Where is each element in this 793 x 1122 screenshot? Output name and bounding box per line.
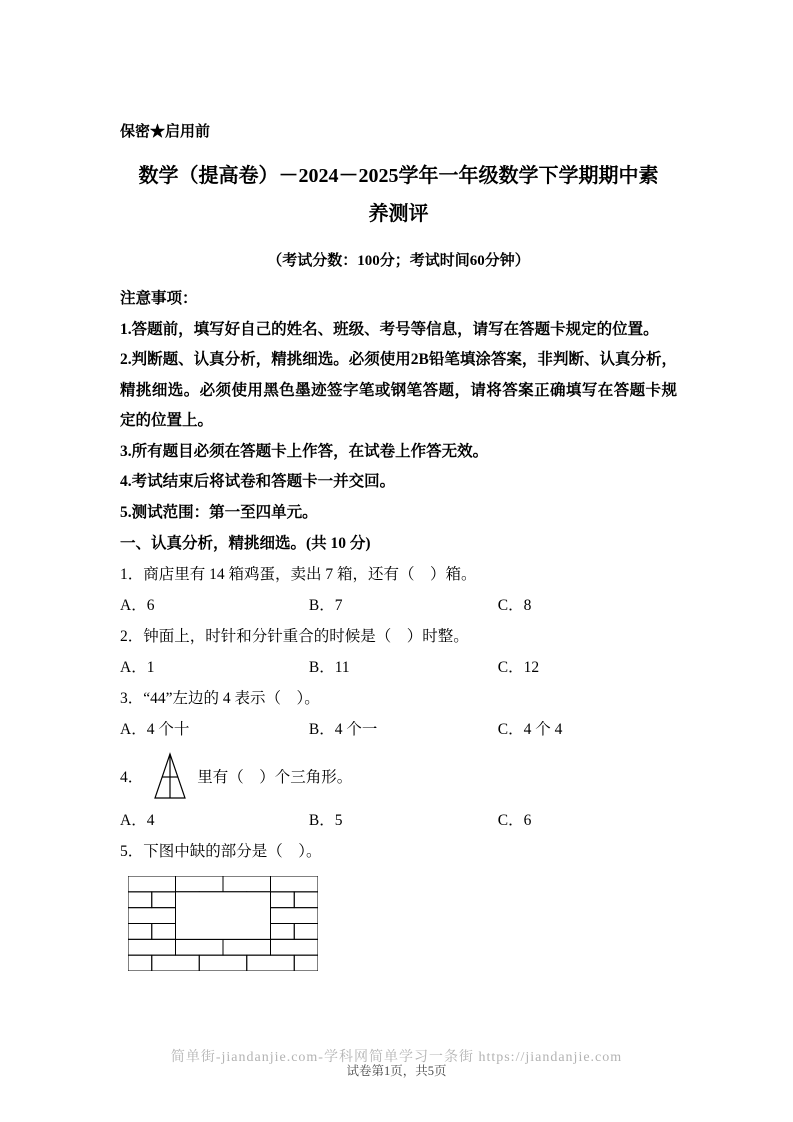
question-2-option-c: C．12: [497, 659, 540, 676]
question-2-options: [120, 652, 677, 683]
question-4-text: 里有（ ）个三角形。: [197, 769, 353, 786]
paper-title-line2: 养测评: [368, 203, 429, 225]
triangle-figure-svg: [151, 751, 189, 801]
section-1-heading: 一、认真分析，精挑细选。(共 10 分): [120, 535, 371, 552]
page-content: [120, 120, 677, 976]
notice-item-5: 5.测试范围：第一至四单元。: [120, 503, 318, 521]
notice-item-2: 2.判断题、认真分析，精挑细选。必须使用2B铅笔填涂答案，非判断、认真分析，精挑细选。必须使用黑色墨迹签字笔或钢笔答题，请将答案正确填写在答题卡规定的位置上。: [120, 351, 677, 429]
paper-title-line1: 数学（提高卷）－2024－2025学年一年级数学下学期期中素: [138, 165, 659, 187]
question-4-option-a: A．4: [120, 812, 155, 829]
question-1-options: [120, 590, 677, 621]
question-2-option-a: A．1: [120, 659, 155, 676]
question-3-option-c: C．4 个 4: [497, 721, 563, 738]
question-1-option-b: B．7: [308, 597, 343, 614]
question-4: [120, 751, 677, 836]
question-4-options: [120, 805, 677, 836]
notice-block: [120, 284, 677, 528]
question-3-option-b: B．4 个一: [308, 721, 378, 738]
question-2: [120, 621, 677, 683]
question-2-option-b: B．11: [308, 659, 350, 676]
notice-item-3: 3.所有题目必须在答题卡上作答，在试卷上作答无效。: [120, 442, 489, 460]
notice-item-1: 1.答题前，填写好自己的姓名、班级、考号等信息，请写在答题卡规定的位置。: [120, 320, 659, 338]
confidential-label: 保密★启用前: [120, 124, 211, 140]
question-1-option-c: C．8: [497, 597, 532, 614]
question-1-option-a: A．6: [120, 597, 155, 614]
notice-item-4: 4.考试结束后将试卷和答题卡一并交回。: [120, 473, 396, 490]
question-4-text-row: [120, 751, 677, 801]
question-5-text: 5．下图中缺的部分是（ ）。: [120, 843, 322, 860]
question-4-number: 4．: [120, 769, 144, 786]
question-5: [120, 836, 677, 976]
question-2-text: 2．钟面上，时针和分针重合的时候是（ ）时整。: [120, 628, 469, 645]
question-1: [120, 559, 677, 621]
page-number-info: 试卷第1页，共5页: [346, 1064, 447, 1078]
exam-info: （考试分数：100分；考试时间60分钟）: [267, 253, 530, 269]
question-3-option-a: A．4 个十: [120, 721, 190, 738]
question-1-text: 1．商店里有 14 箱鸡蛋，卖出 7 箱，还有（ ）箱。: [120, 566, 477, 583]
brick-wall-figure-svg: [128, 876, 318, 971]
notice-heading: 注意事项：: [120, 290, 198, 307]
question-3: [120, 683, 677, 745]
question-3-options: [120, 714, 677, 745]
question-4-option-b: B．5: [308, 812, 343, 829]
question-4-option-c: C．6: [497, 812, 532, 829]
paper-title: [120, 157, 677, 233]
watermark-text: 简单街-jiandanjie.com-学科网简单学习一条街 https://jiandanjie.com: [170, 1050, 623, 1065]
question-3-text: 3．“44”左边的 4 表示（ ）。: [120, 690, 320, 707]
brick-wall-figure: [128, 876, 677, 976]
triangle-figure: [151, 751, 189, 801]
missing-part: [176, 892, 271, 940]
